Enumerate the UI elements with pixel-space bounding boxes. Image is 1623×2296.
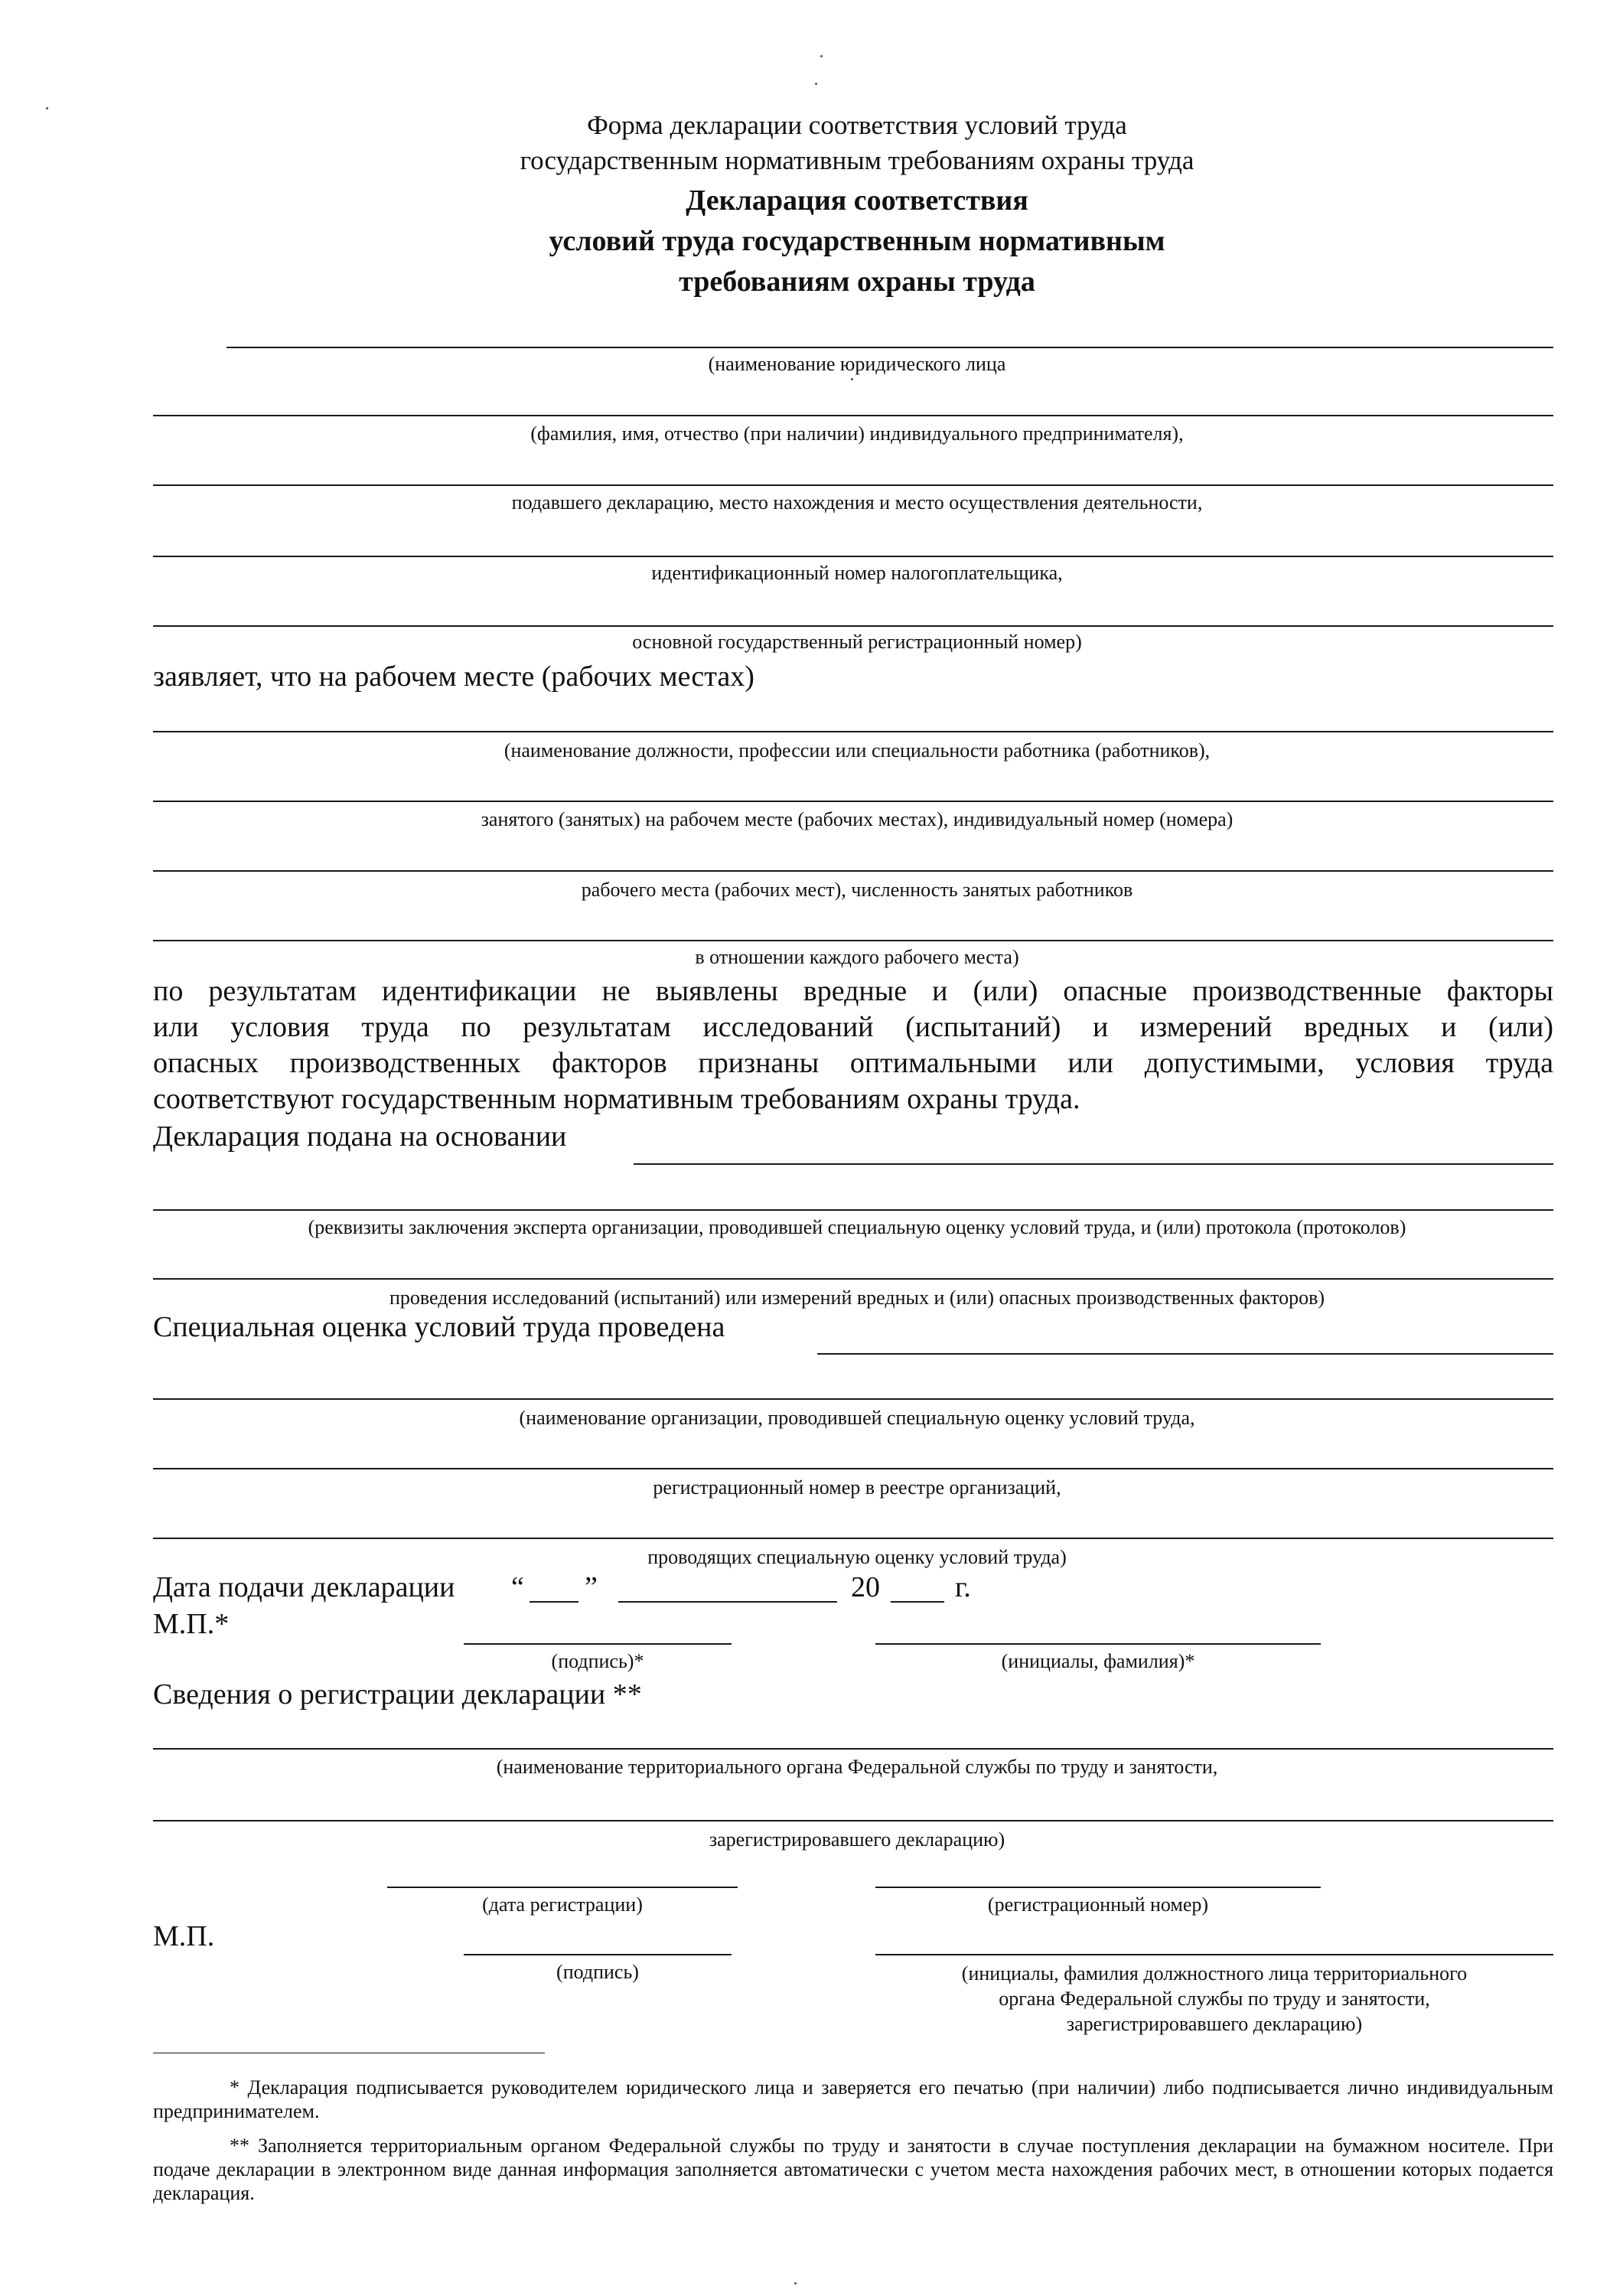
each-workplace-caption: в отношении каждого рабочего места) bbox=[695, 946, 1019, 968]
scan-speck bbox=[815, 83, 817, 85]
signature-caption: (подпись)* bbox=[551, 1650, 644, 1672]
declaration-title-line3: требованиям охраны труда bbox=[679, 266, 1035, 298]
address-caption: подавшего декларацию, место нахождения и место осуществления деятельности, bbox=[511, 491, 1203, 514]
assessment-org-line[interactable] bbox=[153, 1398, 1553, 1400]
position-caption: (наименование должности, профессии или специальности работника (работников), bbox=[504, 739, 1211, 762]
year-field[interactable] bbox=[891, 1601, 944, 1603]
legal-entity-name-caption: (наименование юридического лица bbox=[708, 353, 1006, 375]
footnote-1: * Декларация подписывается руководителем юридического лица и заверяется его печатью (при наличии) либо подписывается лично индивидуальным предпринимателем. bbox=[153, 2076, 1553, 2122]
signature-line[interactable] bbox=[464, 1643, 732, 1645]
registration-signature-line[interactable] bbox=[464, 1954, 732, 1955]
results-text-line3: опасных производственных факторов признаны оптимальными или допустимыми, условия труда bbox=[153, 1047, 1553, 1079]
results-text-line4: соответствуют государственным нормативным требованиям охраны труда. bbox=[153, 1083, 1080, 1115]
workers-count-line[interactable] bbox=[153, 870, 1553, 872]
official-name-caption-2: органа Федеральной службы по труду и занятости, bbox=[999, 1988, 1430, 2010]
official-name-line[interactable] bbox=[875, 1954, 1553, 1955]
inn-caption: идентификационный номер налогоплательщика, bbox=[651, 562, 1063, 584]
submission-date-label: Дата подачи декларации bbox=[153, 1571, 455, 1603]
form-header-line1: Форма декларации соответствия условий труда bbox=[587, 110, 1127, 140]
day-field[interactable] bbox=[530, 1601, 578, 1603]
registering-body-caption: зарегистрировавшего декларацию) bbox=[709, 1828, 1005, 1851]
workplace-number-caption: занятого (занятых) на рабочем месте (рабочих местах), индивидуальный номер (номера) bbox=[481, 808, 1234, 830]
stamp-mark: М.П.* bbox=[153, 1608, 230, 1640]
scan-speck bbox=[851, 378, 853, 380]
registry-number-caption: регистрационный номер в реестре организаций, bbox=[653, 1476, 1061, 1499]
basis-line-3[interactable] bbox=[153, 1278, 1553, 1280]
ogrn-caption: основной государственный регистрационный номер) bbox=[632, 631, 1082, 653]
registration-date-caption: (дата регистрации) bbox=[482, 1893, 643, 1916]
ogrn-line[interactable] bbox=[153, 625, 1553, 627]
scan-speck bbox=[46, 107, 48, 109]
legal-entity-name-line[interactable] bbox=[227, 347, 1553, 348]
basis-caption-1: (реквизиты заключения эксперта организации, проводившей специальную оценку условий труда, и (или) протокола (протоколов) bbox=[308, 1216, 1406, 1238]
basis-caption-2: проведения исследований (испытаний) или измерений вредных и (или) опасных производственных факторов) bbox=[389, 1287, 1325, 1309]
workers-count-caption: рабочего места (рабочих мест), численность занятых работников bbox=[581, 879, 1133, 901]
workplace-number-line[interactable] bbox=[153, 801, 1553, 802]
open-quote: “ bbox=[511, 1571, 524, 1603]
assessment-label: Специальная оценка условий труда проведена bbox=[153, 1311, 725, 1343]
footnote-2: ** Заполняется территориальным органом Федеральной службы по труду и занятости в случае поступления декларации на бумажном носителе. При подаче декларации в электронном виде данная информация заполняется автоматически с учетом места нахождения рабочих мест, в отношении которых подается декларация. bbox=[153, 2135, 1553, 2204]
basis-line-2[interactable] bbox=[153, 1209, 1553, 1211]
registration-stamp-mark: М.П. bbox=[153, 1920, 215, 1952]
declaration-title-line2: условий труда государственным нормативным bbox=[549, 225, 1165, 257]
close-quote: ” bbox=[585, 1571, 598, 1603]
address-line[interactable] bbox=[153, 484, 1553, 486]
registry-number-line[interactable] bbox=[153, 1468, 1553, 1469]
scan-speck bbox=[820, 55, 823, 57]
declaration-title-line1: Декларация соответствия bbox=[686, 184, 1028, 217]
official-name-caption-3: зарегистрировавшего декларацию) bbox=[1066, 2013, 1363, 2035]
registering-body-line[interactable] bbox=[153, 1820, 1553, 1821]
official-name-caption-1: (инициалы, фамилия должностного лица территориального bbox=[961, 1962, 1468, 1985]
initials-surname-line[interactable] bbox=[875, 1643, 1321, 1645]
registration-heading: Сведения о регистрации декларации ** bbox=[153, 1678, 642, 1711]
entrepreneur-name-line[interactable] bbox=[153, 415, 1553, 416]
year-suffix: г. bbox=[955, 1571, 971, 1603]
year-prefix: 20 bbox=[851, 1571, 880, 1603]
registration-number-line[interactable] bbox=[875, 1887, 1321, 1888]
entrepreneur-name-caption: (фамилия, имя, отчество (при наличии) индивидуального предпринимателя), bbox=[530, 422, 1184, 445]
initials-surname-caption: (инициалы, фамилия)* bbox=[1001, 1650, 1195, 1672]
declares-statement: заявляет, что на рабочем месте (рабочих местах) bbox=[153, 660, 754, 693]
form-header-line2: государственным нормативным требованиям охраны труда bbox=[520, 145, 1194, 175]
registration-number-caption: (регистрационный номер) bbox=[987, 1893, 1209, 1916]
each-workplace-line[interactable] bbox=[153, 940, 1553, 941]
month-field[interactable] bbox=[618, 1601, 837, 1603]
position-line[interactable] bbox=[153, 731, 1553, 732]
registration-signature-caption: (подпись) bbox=[556, 1961, 639, 1983]
results-text-line2: или условия труда по результатам исследований (испытаний) и измерений вредных и (или) bbox=[153, 1011, 1553, 1043]
scan-speck bbox=[794, 2282, 797, 2285]
results-text-line1: по результатам идентификации не выявлены вредные и (или) опасные производственные факторы bbox=[153, 975, 1553, 1007]
assessment-org-caption: (наименование организации, проводившей специальную оценку условий труда, bbox=[519, 1407, 1195, 1429]
registration-date-line[interactable] bbox=[387, 1887, 738, 1888]
basis-line[interactable] bbox=[634, 1163, 1553, 1165]
inn-line[interactable] bbox=[153, 556, 1553, 557]
territorial-body-line[interactable] bbox=[153, 1748, 1553, 1750]
territorial-body-caption: (наименование территориального органа Федеральной службы по труду и занятости, bbox=[496, 1756, 1218, 1778]
basis-label: Декларация подана на основании bbox=[153, 1120, 567, 1153]
assessing-org-line[interactable] bbox=[153, 1538, 1553, 1539]
assessing-org-caption: проводящих специальную оценку условий труда) bbox=[647, 1546, 1067, 1568]
assessment-line[interactable] bbox=[817, 1353, 1553, 1355]
